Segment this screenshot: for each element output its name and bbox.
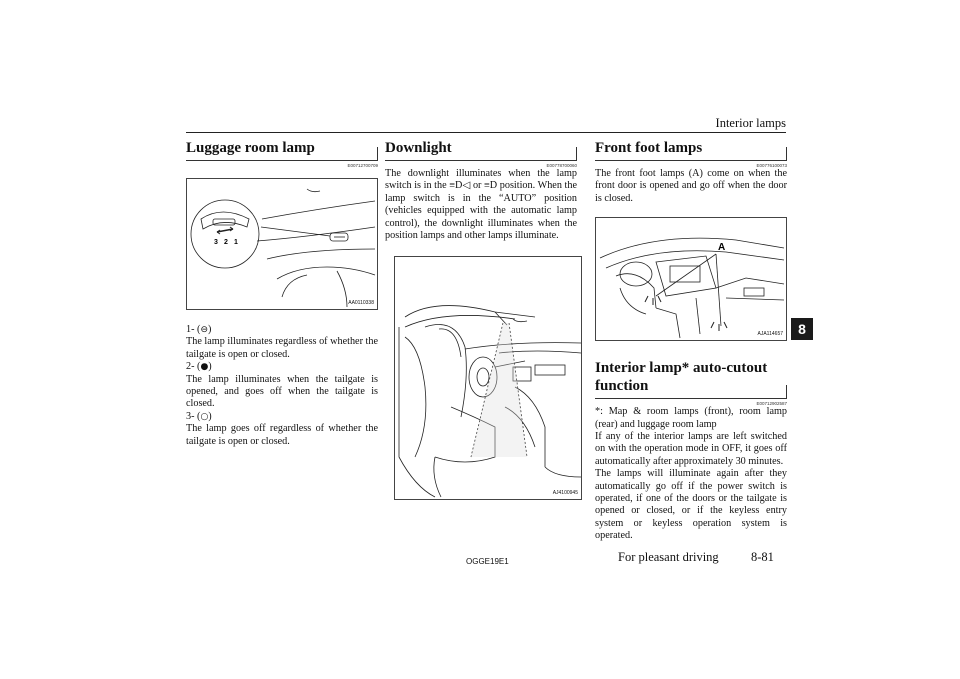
switch-position-label: 3 (214, 239, 218, 246)
section-title (186, 133, 378, 161)
front-foot-title-text: Front foot lamps (595, 140, 703, 156)
heading-tick (576, 147, 577, 161)
luggage-title-text: Luggage room lamp (186, 140, 315, 156)
switch-position-list (186, 324, 378, 448)
luggage-lamp-figure (186, 178, 378, 310)
switch-position-label: 2 (224, 239, 228, 246)
running-header: Interior lamps (715, 116, 786, 130)
item-description: The lamp illuminates when the tailgate is opened, and goes off when the tailgate is closed. (186, 373, 378, 410)
autocutout-paragraph: If any of the interior lamps are left switched on with the operation mode in OFF, it goes off automatically after approximately 30 minutes. (595, 431, 787, 467)
document-code: OGGE19E1 (466, 557, 509, 566)
figure-code: AJ4100945 (552, 490, 578, 497)
luggage-lamp-illustration (187, 179, 377, 309)
item-description: The lamp illuminates regardless of whether the tailgate is open or closed. (186, 336, 378, 360)
switch-position-label: 1 (234, 239, 238, 246)
figure-code: AJA114657 (757, 331, 783, 338)
on-switch-icon: ● (200, 362, 209, 373)
heading-tick (786, 385, 787, 399)
heading-tick (377, 147, 378, 161)
front-foot-lamps-figure (595, 217, 787, 341)
lamp-callout-label: A (718, 242, 726, 254)
autocutout-title-text: Interior lamp* auto-cutout function (595, 360, 768, 395)
item-description: The lamp goes off regardless of whether the tailgate is open or closed. (186, 423, 378, 447)
downlight-section (385, 133, 577, 500)
downlight-beam (471, 323, 527, 457)
chapter-tab[interactable]: 8 (791, 318, 813, 340)
off-switch-icon: ○ (200, 411, 209, 422)
section-title (385, 133, 577, 161)
autocutout-footnote: *: Map & room lamps (front), room lamp (rear) and luggage room lamp (595, 406, 787, 430)
footer-section-name: For pleasant driving (618, 550, 719, 564)
page-number: 8-81 (751, 550, 774, 564)
list-item: 3- (○) The lamp goes off regardless of whether the tailgate is open or closed. (186, 410, 378, 447)
section-code: E00712700709 (347, 163, 378, 168)
downlight-description: The downlight illuminates when the lamp switch is in the ≡D◁ or ≡D position. When the lamp switch is in the “AUTO” position (vehicles equipped with the automatic lamp control), the downlight illuminates when the position lamps and other lamps illuminate. (385, 168, 577, 242)
section-code: E00776100073 (756, 163, 787, 168)
downlight-figure (394, 256, 582, 500)
front-foot-lamps-illustration (596, 218, 786, 340)
section-title (595, 353, 787, 399)
front-foot-lamps-section (595, 133, 787, 543)
heading-tick (786, 147, 787, 161)
door-switch-icon: ⊖ (200, 325, 208, 335)
front-foot-description: The front foot lamps (A) come on when the front door is opened and go off when the door is closed. (595, 168, 787, 204)
list-item: 1- (⊖) The lamp illuminates regardless of whether the tailgate is open or closed. (186, 324, 378, 360)
section-code: E00712902587 (756, 401, 787, 407)
downlight-title-text: Downlight (385, 140, 452, 156)
figure-code: AA0110338 (348, 300, 374, 306)
autocutout-paragraph: The lamps will illuminate again after they automatically go off if the power switch is operated, if one of the doors or the tailgate is opened or closed, or if the keyless entry system or keyless operation system is operated. (595, 468, 787, 542)
section-code: E00778700060 (546, 163, 577, 168)
downlight-illustration (395, 257, 581, 499)
luggage-room-lamp-section (186, 133, 378, 448)
list-item: 2- (●) The lamp illuminates when the tailgate is opened, and goes off when the tailgate is closed. (186, 361, 378, 410)
section-title (595, 133, 787, 161)
